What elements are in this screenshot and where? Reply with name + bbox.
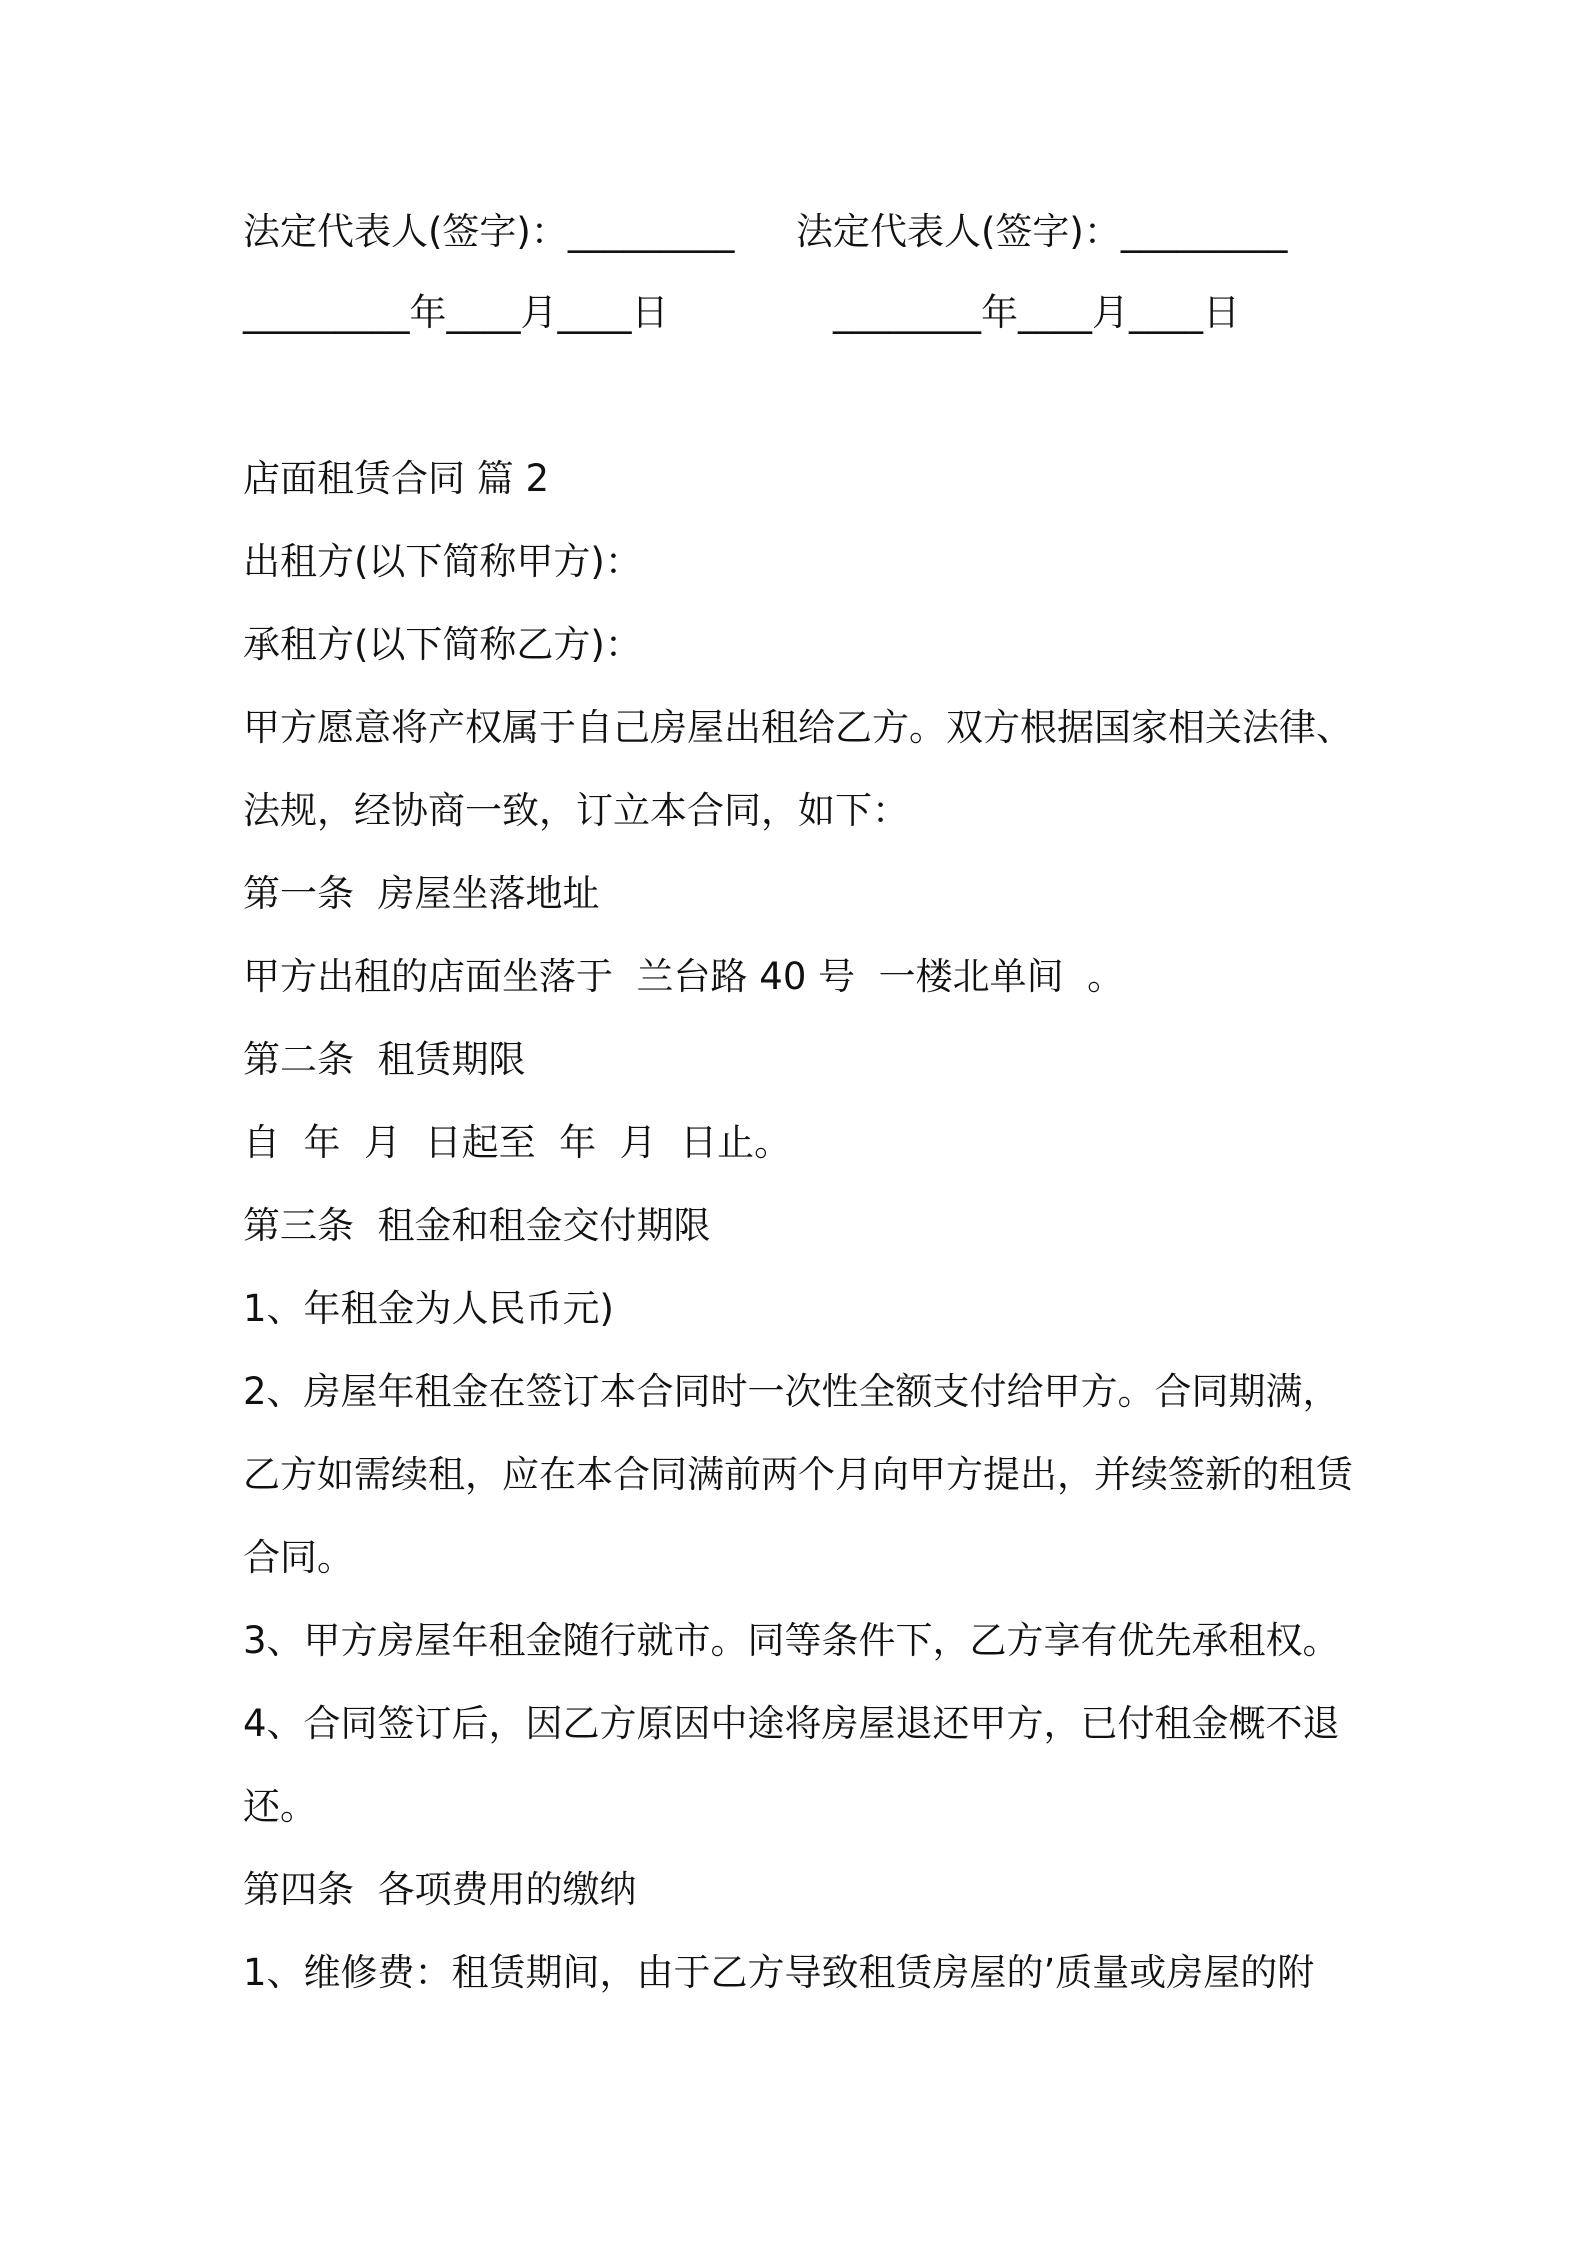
- left-representative-signature: 法定代表人(签字)：_________: [243, 210, 735, 253]
- article-heading: 第二条 租赁期限: [243, 1038, 526, 1081]
- paragraph-line: 甲方愿意将产权属于自己房屋出租给乙方。双方根据国家相关法律、: [243, 706, 1353, 749]
- paragraph-line: 2、房屋年租金在签订本合同时一次性全额支付给甲方。合同期满，: [243, 1370, 1340, 1413]
- left-date-line: _________年____月____日: [243, 291, 669, 334]
- paragraph-line: 法规，经协商一致，订立本合同，如下：: [243, 789, 909, 832]
- paragraph-line: 合同。: [243, 1536, 354, 1579]
- article-heading: 第三条 租金和租金交付期限: [243, 1204, 711, 1247]
- paragraph-line: 甲方出租的店面坐落于 兰台路 40 号 一楼北单间 。: [243, 955, 1125, 998]
- right-representative-signature: 法定代表人(签字)：_________: [796, 210, 1288, 253]
- article-heading: 第一条 房屋坐落地址: [243, 872, 600, 915]
- paragraph-line: 还。: [243, 1785, 317, 1828]
- section-title: 店面租赁合同 篇 2: [243, 457, 550, 500]
- paragraph-line: 3、甲方房屋年租金随行就市。同等条件下，乙方享有优先承租权。: [243, 1619, 1340, 1662]
- paragraph-line: 乙方如需续租，应在本合同满前两个月向甲方提出，并续签新的租赁: [243, 1453, 1353, 1496]
- paragraph-line: 自 年 月 日起至 年 月 日止。: [243, 1121, 792, 1164]
- paragraph-line: 4、合同签订后，因乙方原因中途将房屋退还甲方，已付租金概不退: [243, 1702, 1340, 1745]
- paragraph-line: 1、维修费：租赁期间，由于乙方导致租赁房屋的’质量或房屋的附: [243, 1951, 1315, 1994]
- lessor-line: 出租方(以下简称甲方)：: [243, 540, 642, 583]
- lessee-line: 承租方(以下简称乙方)：: [243, 623, 642, 666]
- right-date-line: ________年____月____日: [833, 291, 1240, 334]
- paragraph-line: 1、年租金为人民币元): [243, 1287, 614, 1330]
- article-heading: 第四条 各项费用的缴纳: [243, 1868, 637, 1911]
